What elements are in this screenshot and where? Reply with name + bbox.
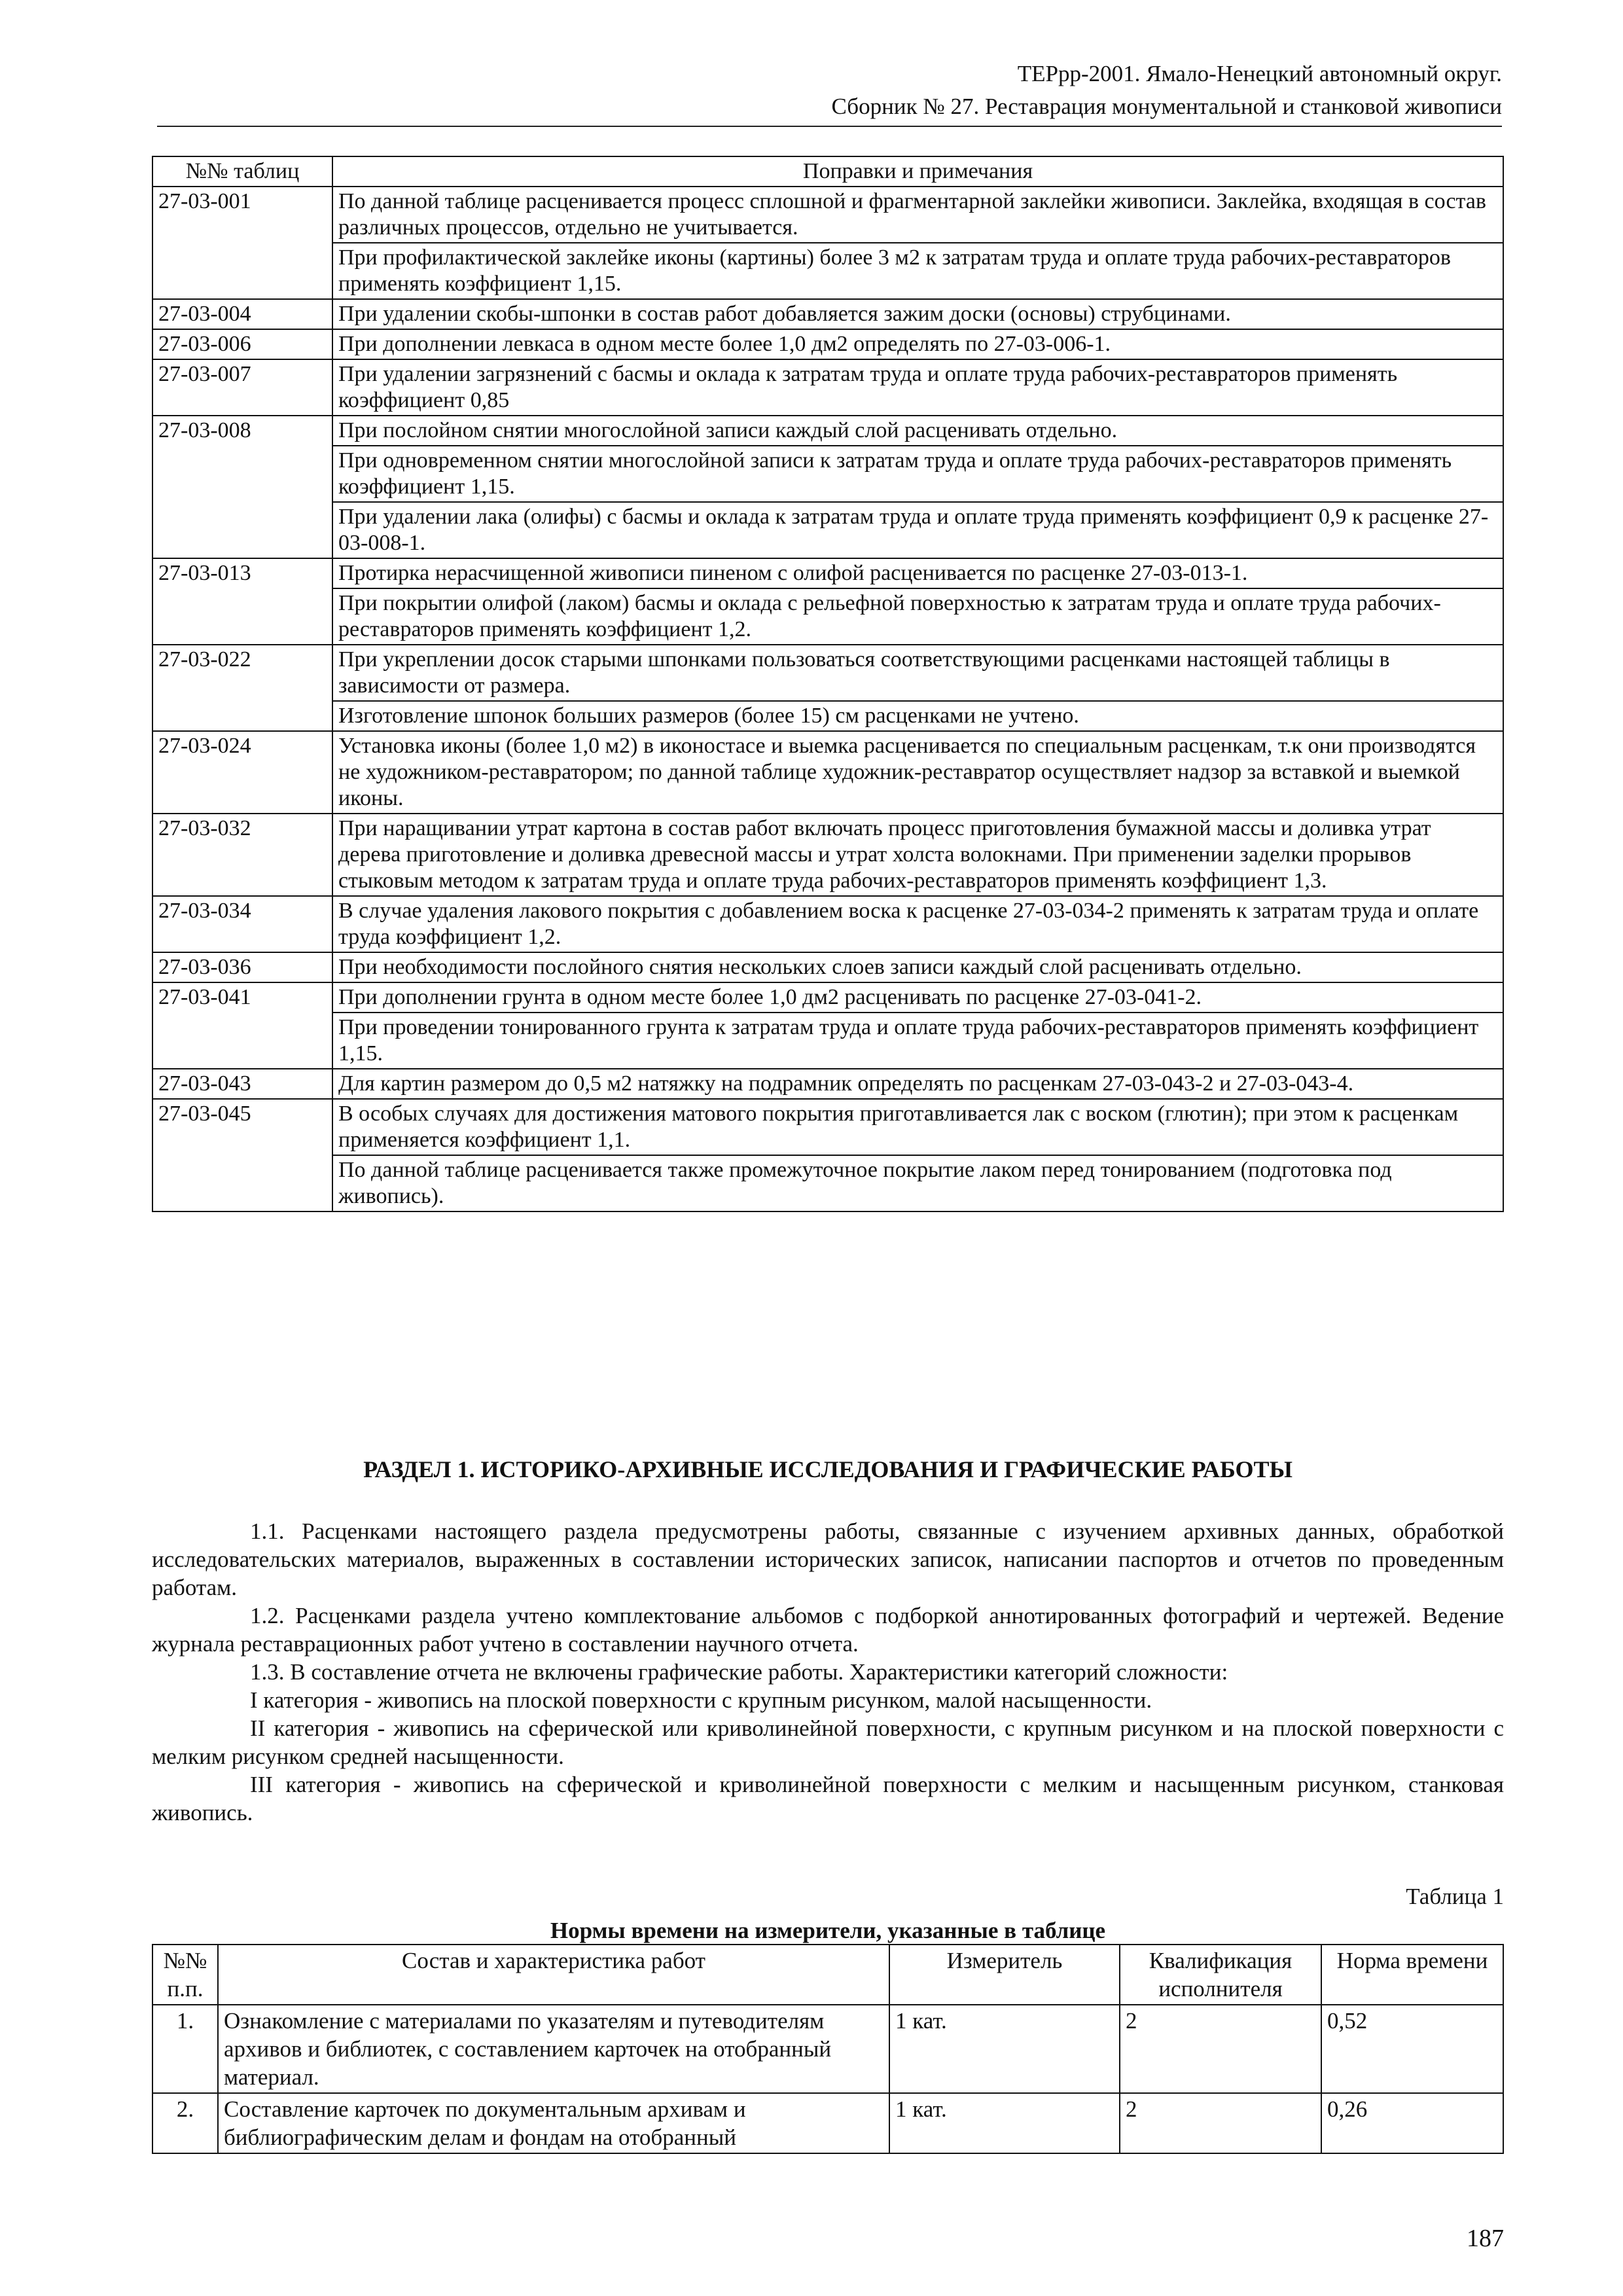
note-cell: Для картин размером до 0,5 м2 натяжку на подрамник определять по расценкам 27-03-043-2 и 27-03-043-4. [332, 1069, 1503, 1099]
norms-col-number: №№ п.п. [152, 1945, 218, 2005]
table-id-cell: 27-03-013 [152, 558, 332, 645]
notes-col-notes: Поправки и примечания [332, 156, 1503, 187]
table-id-cell: 27-03-006 [152, 329, 332, 359]
row-number: 1. [152, 2005, 218, 2093]
table-row [152, 446, 1503, 502]
row-qualification: 2 [1120, 2093, 1321, 2153]
table-row [152, 329, 1503, 359]
note-cell: При проведении тонированного грунта к затратам труда и оплате труда рабочих-реставраторов применять коэффициент 1,15. [332, 1013, 1503, 1069]
running-header [157, 58, 1502, 127]
note-cell: При удалении лака (олифы) с басмы и оклада к затратам труда и оплате труда применять коэффициент 0,9 к расценке 27-03-008-1. [332, 502, 1503, 558]
table-row [152, 1013, 1503, 1069]
note-cell: Установка иконы (более 1,0 м2) в иконостасе и выемка расценивается по специальным расценкам, т.к они производятся не художником-реставратором; по данной таблице художник-реставратор осуществляет надзор за вставкой и выемкой иконы. [332, 731, 1503, 814]
row-work: Составление карточек по документальным архивам и библиографическим делам и фондам на отобранный [218, 2093, 889, 2153]
table-label: Таблица 1 [1406, 1884, 1504, 1909]
table-id-cell: 27-03-024 [152, 731, 332, 814]
header-line-1: ТЕРрр-2001. Ямало-Ненецкий автономный округ. [1017, 61, 1502, 86]
table-row [152, 701, 1503, 731]
row-unit: 1 кат. [889, 2005, 1120, 2093]
note-cell: По данной таблице расценивается также промежуточное покрытие лаком перед тонированием (подготовка под живопись). [332, 1155, 1503, 1211]
table-row [152, 243, 1503, 299]
paragraph: III категория - живопись на сферической и криволинейной поверхности с мелким и насыщенным рисунком, станковая живопись. [152, 1772, 1504, 1825]
note-cell: При необходимости послойного снятия нескольких слоев записи каждый слой расценивать отдельно. [332, 952, 1503, 982]
paragraph: 1.1. Расценками настоящего раздела предусмотрены работы, связанные с изучением архивных данных, обработкой исследовательских материалов, выраженных в составлении исторических записок, написании паспортов и отчетов по проведенным работам. [152, 1518, 1504, 1600]
note-cell: В особых случаях для достижения матового покрытия приготавливается лак с воском (глютин); при этом к расценкам применяется коэффициент 1,1. [332, 1099, 1503, 1155]
table-row [152, 1099, 1503, 1155]
note-cell: В случае удаления лакового покрытия с добавлением воска к расценке 27-03-034-2 применять к затратам труда и оплате труда коэффициент 1,2. [332, 896, 1503, 952]
norms-col-qualification: Квалификация исполнителя [1120, 1945, 1321, 2005]
table-row [152, 1069, 1503, 1099]
table-row [152, 896, 1503, 952]
table-row [152, 299, 1503, 329]
paragraph: 1.2. Расценками раздела учтено комплектование альбомов с подборкой аннотированных фотографий и чертежей. Ведение журнала реставрационных работ учтено в составлении научного отчета. [152, 1603, 1504, 1657]
notes-table [152, 156, 1504, 1212]
table-row [152, 982, 1503, 1013]
table-row [152, 731, 1503, 814]
page-number: 187 [1467, 2225, 1504, 2252]
norms-table-header-row [152, 1945, 1503, 2005]
note-cell: При удалении скобы-шпонки в состав работ добавляется зажим доски (основы) струбцинами. [332, 299, 1503, 329]
table-row [152, 416, 1503, 446]
table-id-cell: 27-03-007 [152, 359, 332, 416]
row-number: 2. [152, 2093, 218, 2153]
table-id-cell: 27-03-032 [152, 814, 332, 896]
table-id-cell: 27-03-004 [152, 299, 332, 329]
row-norm: 0,52 [1321, 2005, 1503, 2093]
table-id-cell: 27-03-036 [152, 952, 332, 982]
norms-col-unit: Измеритель [889, 1945, 1120, 2005]
table-row [152, 1155, 1503, 1211]
note-cell: По данной таблице расценивается процесс сплошной и фрагментарной заклейки живописи. Заклейка, входящая в состав различных процессов, отдельно не учитывается. [332, 187, 1503, 243]
table-row [152, 588, 1503, 645]
row-norm: 0,26 [1321, 2093, 1503, 2153]
note-cell: При покрытии олифой (лаком) басмы и оклада с рельефной поверхностью к затратам труда и оплате труда рабочих-реставраторов применять коэффициент 1,2. [332, 588, 1503, 645]
note-cell: Протирка нерасчищенной живописи пиненом с олифой расценивается по расценке 27-03-013-1. [332, 558, 1503, 588]
row-unit: 1 кат. [889, 2093, 1120, 2153]
note-cell: При наращивании утрат картона в состав работ включать процесс приготовления бумажной массы и доливка утрат дерева приготовление и доливка древесной массы и утрат холста волокнами. При применении заделки прорывов стыковым методом к затратам труда и оплате труда рабочих-реставраторов применять коэффициент 1,3. [332, 814, 1503, 896]
table-caption: Нормы времени на измерители, указанные в таблице [550, 1918, 1106, 1943]
norms-col-norm: Норма времени [1321, 1945, 1503, 2005]
table-row [152, 2093, 1503, 2153]
note-cell: При дополнении левкаса в одном месте более 1,0 дм2 определять по 27-03-006-1. [332, 329, 1503, 359]
table-row [152, 502, 1503, 558]
norms-col-work: Состав и характеристика работ [218, 1945, 889, 2005]
note-cell: При удалении загрязнений с басмы и оклада к затратам труда и оплате труда рабочих-реставраторов применять коэффициент 0,85 [332, 359, 1503, 416]
norms-table [152, 1944, 1504, 2154]
section-title: РАЗДЕЛ 1. ИСТОРИКО-АРХИВНЫЕ ИССЛЕДОВАНИЯ И ГРАФИЧЕСКИЕ РАБОТЫ [363, 1456, 1293, 1482]
header-line-2: Сборник № 27. Реставрация монументальной и станковой живописи [831, 94, 1502, 119]
row-qualification: 2 [1120, 2005, 1321, 2093]
table-row [152, 952, 1503, 982]
section-body [152, 1517, 1504, 1827]
table-id-cell: 27-03-041 [152, 982, 332, 1069]
note-cell: При одновременном снятии многослойной записи к затратам труда и оплате труда рабочих-реставраторов применять коэффициент 1,15. [332, 446, 1503, 502]
table-row [152, 814, 1503, 896]
row-work: Ознакомление с материалами по указателям и путеводителям архивов и библиотек, с составлением карточек на отобранный материал. [218, 2005, 889, 2093]
table-id-cell: 27-03-045 [152, 1099, 332, 1211]
table-id-cell: 27-03-043 [152, 1069, 332, 1099]
table-row [152, 558, 1503, 588]
note-cell: При послойном снятии многослойной записи каждый слой расценивать отдельно. [332, 416, 1503, 446]
table-id-cell: 27-03-008 [152, 416, 332, 558]
paragraph: 1.3. В составление отчета не включены графические работы. Характеристики категорий сложности: [250, 1659, 1228, 1685]
table-id-cell: 27-03-022 [152, 645, 332, 731]
paragraph: II категория - живопись на сферической или криволинейной поверхности, с крупным рисунком и на плоской поверхности с мелким рисунком средней насыщенности. [152, 1715, 1504, 1769]
notes-table-header-row [152, 156, 1503, 187]
table-row [152, 359, 1503, 416]
note-cell: При укреплении досок старыми шпонками пользоваться соответствующими расценками настоящей таблицы в зависимости от размера. [332, 645, 1503, 701]
table-row [152, 2005, 1503, 2093]
table-id-cell: 27-03-034 [152, 896, 332, 952]
table-row [152, 187, 1503, 243]
notes-col-table-id: №№ таблиц [152, 156, 332, 187]
note-cell: При дополнении грунта в одном месте более 1,0 дм2 расценивать по расценке 27-03-041-2. [332, 982, 1503, 1013]
note-cell: Изготовление шпонок больших размеров (более 15) см расценками не учтено. [332, 701, 1503, 731]
note-cell: При профилактической заклейке иконы (картины) более 3 м2 к затратам труда и оплате труда рабочих-реставраторов применять коэффициент 1,15. [332, 243, 1503, 299]
paragraph: I категория - живопись на плоской поверхности с крупным рисунком, малой насыщенности. [250, 1687, 1152, 1713]
table-id-cell: 27-03-001 [152, 187, 332, 299]
table-row [152, 645, 1503, 701]
